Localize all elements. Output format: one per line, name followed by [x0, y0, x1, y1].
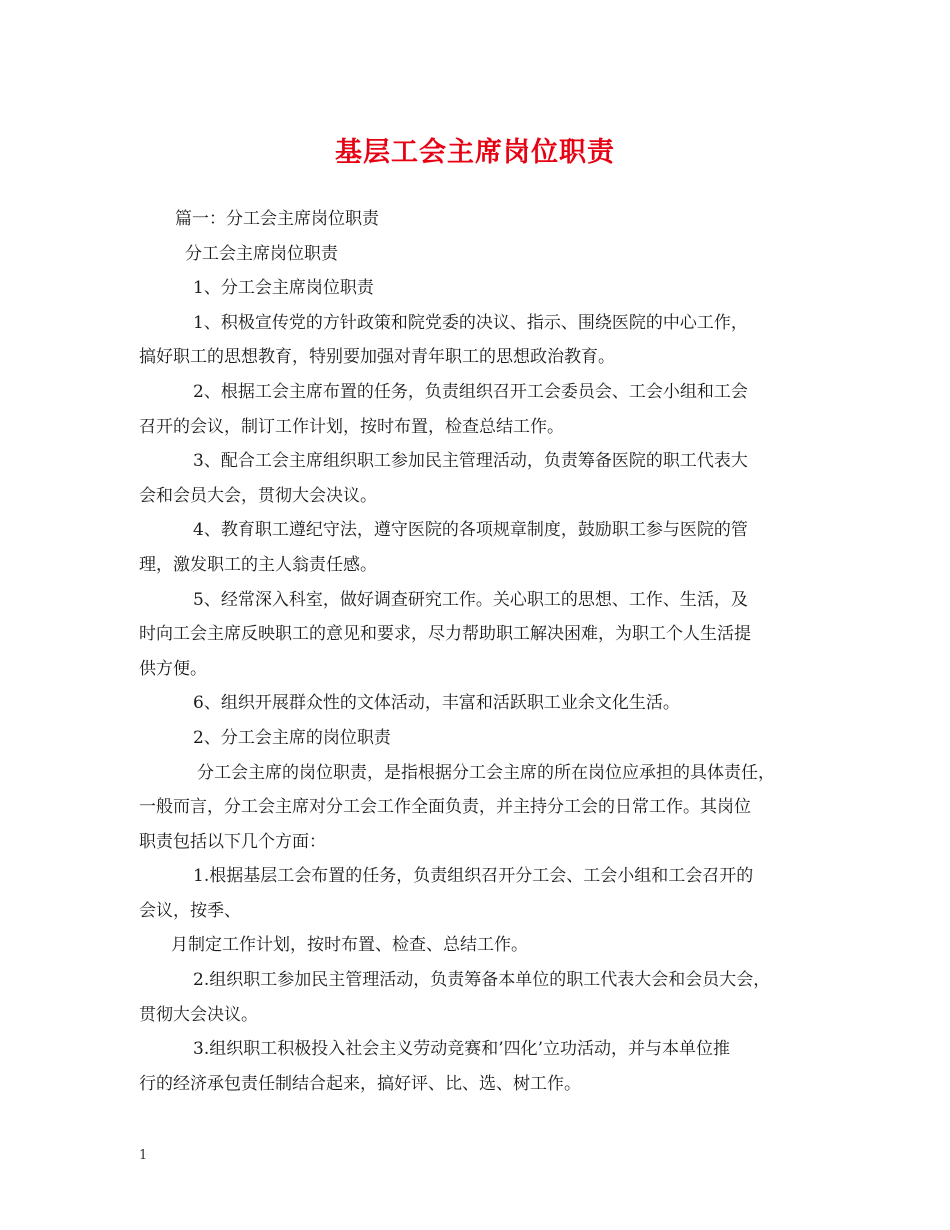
paragraph-line: 3、配合工会主席组织职工参加民主管理活动，负责筹备医院的职工代表大	[193, 451, 748, 472]
subsection-heading: 2、分工会主席的岗位职责	[193, 727, 391, 748]
paragraph-line: 搞好职工的思想教育，特别要加强对青年职工的思想政治教育。	[139, 347, 615, 368]
paragraph-line: 时向工会主席反映职工的意见和要求，尽力帮助职工解决困难，为职工个人生活提	[139, 624, 751, 645]
paragraph-line: 月制定工作计划，按时布置、检查、总结工作。	[171, 935, 528, 956]
paragraph-line: 5、经常深入科室，做好调查研究工作。关心职工的思想、工作、生活，及	[193, 589, 748, 610]
paragraph-line: 6、组织开展群众性的文体活动，丰富和活跃职工业余文化生活。	[193, 693, 680, 714]
paragraph-line: 4、教育职工遵纪守法，遵守医院的各项规章制度，鼓励职工参与医院的管	[193, 520, 748, 541]
paragraph-line: 1.根据基层工会布置的任务，负责组织召开分工会、工会小组和工会召开的	[193, 866, 754, 887]
page-number: 1	[139, 1148, 148, 1163]
paragraph-line: 2.组织职工参加民主管理活动，负责筹备本单位的职工代表大会和会员大会，	[193, 970, 771, 991]
document-body	[139, 202, 819, 1101]
paragraph-line: 一般而言，分工会主席对分工会工作全面负责，并主持分工会的日常工作。其岗位	[139, 797, 751, 818]
paragraph-line: 理，激发职工的主人翁责任感。	[139, 554, 377, 575]
subsection-heading: 1、分工会主席岗位职责	[193, 278, 374, 299]
paragraph-line: 2、根据工会主席布置的任务，负责组织召开工会委员会、工会小组和工会	[193, 381, 748, 402]
paragraph-line: 分工会主席的岗位职责，是指根据分工会主席的所在岗位应承担的具体责任，	[197, 762, 775, 783]
document-title: 基层工会主席岗位职责	[335, 137, 615, 168]
paragraph-line: 会和会员大会，贯彻大会决议。	[139, 485, 377, 506]
paragraph-line: 职责包括以下几个方面：	[139, 831, 326, 852]
section-heading: 篇一：分工会主席岗位职责	[175, 209, 379, 229]
paragraph-line: 供方便。	[139, 658, 207, 679]
paragraph-line: 会议，按季、	[139, 900, 241, 921]
paragraph-line: 1、积极宣传党的方针政策和院党委的决议、指示、围绕医院的中心工作，	[193, 312, 748, 333]
paragraph-line: 召开的会议，制订工作计划，按时布置，检查总结工作。	[139, 416, 564, 437]
paragraph-line: 3.组织职工积极投入社会主义劳动竞赛和’四化’立功活动，并与本单位推	[193, 1039, 731, 1060]
paragraph-line: 行的经济承包责任制结合起来，搞好评、比、选、树工作。	[139, 1073, 581, 1094]
subsection-heading: 分工会主席岗位职责	[185, 243, 338, 264]
paragraph-line: 贯彻大会决议。	[139, 1004, 258, 1025]
